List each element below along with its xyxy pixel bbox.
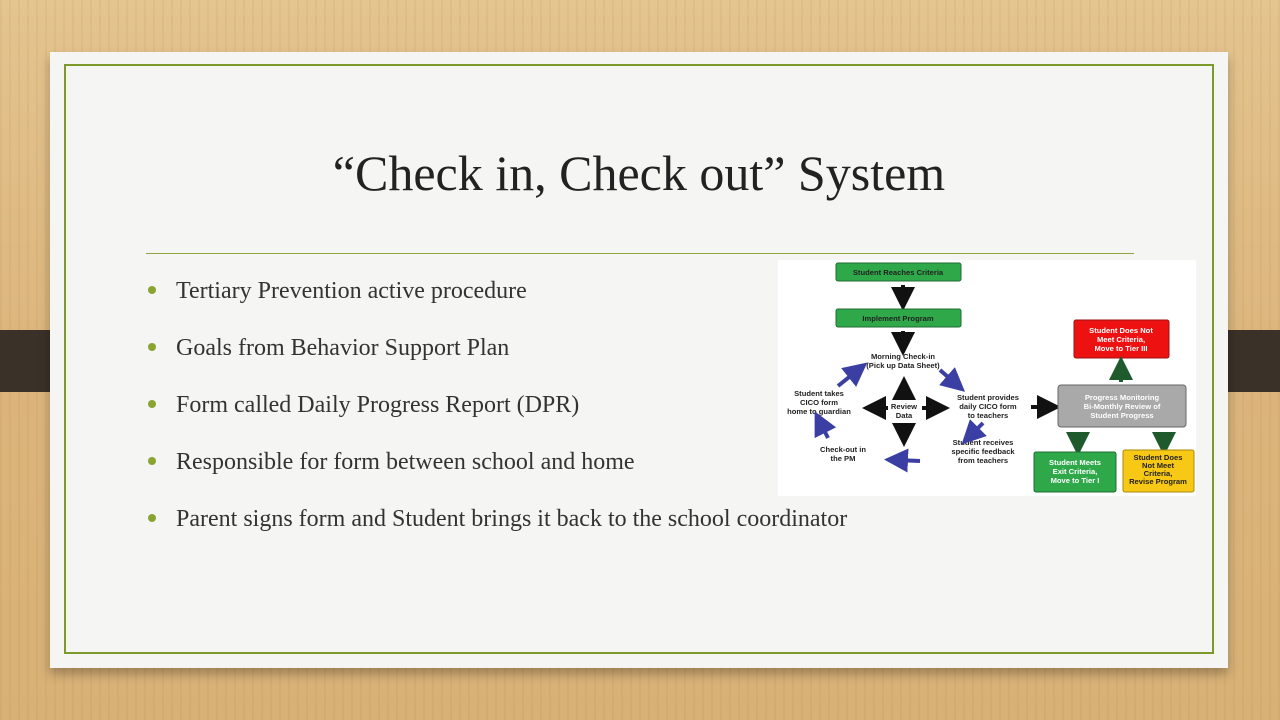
arrow-cycle-4: [820, 422, 828, 438]
label-implement-program: Implement Program: [862, 314, 934, 323]
label-morning-checkin-1: Morning Check-in: [870, 352, 936, 361]
label-meets-exit-1: Student Meets: [1049, 458, 1101, 467]
label-not-meet-revise-2: Not Meet: [1141, 461, 1175, 470]
label-student-provides-2: daily CICO form: [959, 402, 1017, 411]
bullet-text: Goals from Behavior Support Plan: [176, 335, 510, 361]
bullet-text: Tertiary Prevention active procedure: [176, 278, 527, 304]
label-review-data-2: Data: [895, 411, 913, 420]
label-student-provides-1: Student provides: [956, 393, 1020, 402]
bullet-text: Parent signs form and Student brings it back to the school coordinator: [176, 506, 848, 532]
label-student-reaches-criteria: Student Reaches Criteria: [852, 268, 944, 277]
label-checkout-2: the PM: [830, 454, 856, 463]
label-not-meet-tier3-1: Student Does Not: [1089, 326, 1153, 335]
title-divider: [146, 253, 1134, 254]
bullet-dot: [148, 343, 156, 351]
arrow-cycle-5: [838, 370, 858, 386]
label-not-meet-revise-3: Criteria,: [1143, 469, 1173, 478]
label-not-meet-tier3-3: Move to Tier III: [1094, 344, 1148, 353]
bullet-item: [148, 335, 847, 392]
label-review-data-1: Review: [890, 402, 918, 411]
label-student-receives-2: specific feedback: [951, 447, 1015, 456]
bullet-dot: [148, 400, 156, 408]
arrow-cycle-1: [940, 370, 956, 384]
slide-title: “Check in, Check out” System: [332, 145, 946, 201]
label-morning-checkin-2: (Pick up Data Sheet): [866, 361, 940, 370]
slide: [50, 52, 1228, 668]
label-not-meet-revise-4: Revise Program: [1129, 477, 1187, 486]
arrow-cycle-2: [970, 423, 983, 436]
bullet-dot: [148, 457, 156, 465]
label-student-takes-2: CICO form: [800, 398, 838, 407]
cico-flowchart-diagram: [778, 260, 1196, 496]
label-progress-monitoring-3: Student Progress: [1090, 411, 1154, 420]
bullet-item: [148, 278, 847, 335]
bullet-item: [148, 392, 847, 449]
bullet-dot: [148, 286, 156, 294]
label-progress-monitoring-1: Progress Monitoring: [1084, 393, 1160, 402]
bullet-dot: [148, 514, 156, 522]
label-meets-exit-3: Move to Tier I: [1050, 476, 1100, 485]
label-student-takes-1: Student takes: [794, 389, 844, 398]
bullet-item: [148, 449, 847, 506]
label-student-receives-1: Student receives: [952, 438, 1014, 447]
arrow-cycle-3: [896, 460, 920, 461]
bullet-text: Responsible for form between school and home: [176, 449, 635, 475]
label-not-meet-tier3-2: Meet Criteria,: [1096, 335, 1146, 344]
label-student-provides-3: to teachers: [967, 411, 1009, 420]
label-student-takes-3: home to guardian: [787, 407, 851, 416]
label-not-meet-revise-1: Student Does: [1133, 453, 1183, 462]
label-meets-exit-2: Exit Criteria,: [1052, 467, 1098, 476]
bullet-list: [148, 278, 847, 563]
label-student-receives-3: from teachers: [957, 456, 1009, 465]
label-checkout-1: Check-out in: [820, 445, 866, 454]
label-progress-monitoring-2: Bi-Monthly Review of: [1083, 402, 1161, 411]
bullet-item: [148, 506, 847, 563]
bullet-text: Form called Daily Progress Report (DPR): [176, 392, 580, 418]
